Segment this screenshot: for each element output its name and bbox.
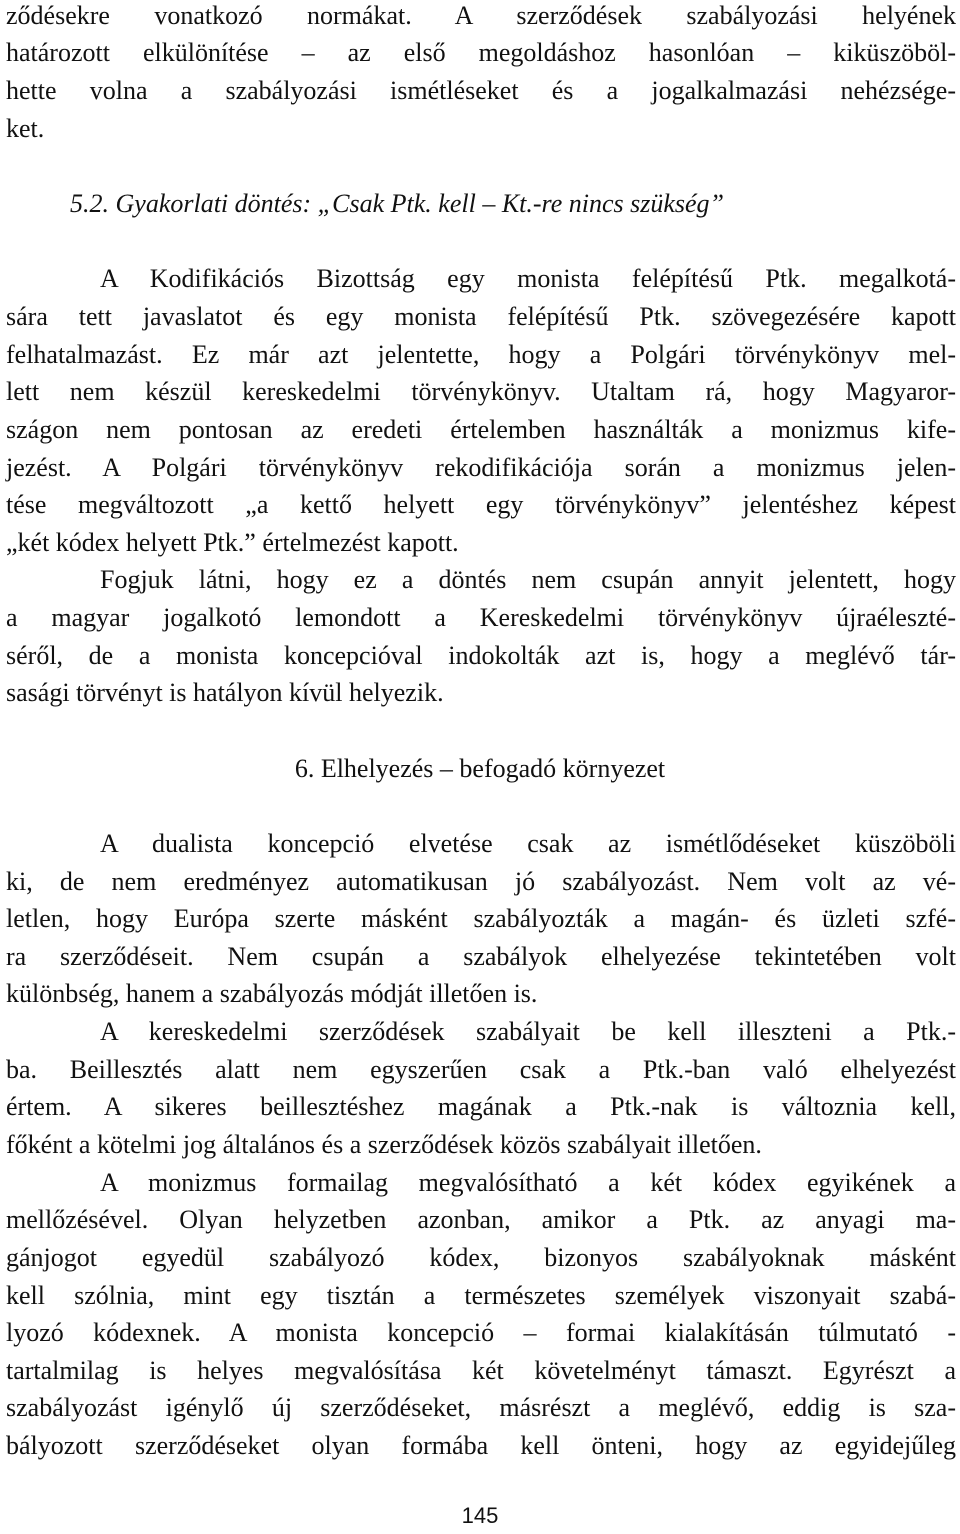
paragraph-first-line: A kereskedelmi szerződések szabályait be kell illeszteni a Ptk.- — [100, 1017, 956, 1046]
body-text-line: határozott elkülönítése – az első megoldáshoz hasonlóan – kiküszöböl- — [6, 38, 956, 67]
body-text-line: ket. — [6, 114, 45, 143]
body-text-line: különbség, hanem a szabályozás módját illetően is. — [6, 979, 538, 1008]
paragraph-first-line: A Kodifikációs Bizottság egy monista felépítésű Ptk. megalkotá- — [100, 264, 956, 293]
body-text-line: sára tett javaslatot és egy monista felépítésű Ptk. szövegezésére kapott — [6, 302, 956, 331]
page-number: 145 — [461, 1503, 499, 1528]
body-text-line: lett nem készül kereskedelmi törvénykönyv. Utaltam rá, hogy Magyaror- — [6, 377, 956, 406]
body-text-line: bályozott szerződéseket olyan formába kell önteni, hogy az egyidejűleg — [6, 1431, 956, 1460]
paragraph-first-line: A dualista koncepció elvetése csak az ismétlődéseket küszöböli — [100, 829, 956, 858]
section-heading-6: 6. Elhelyezés – befogadó környezet — [294, 754, 666, 783]
body-text-line: tése megváltozott „a kettő helyett egy törvénykönyv” jelentéshez képest — [6, 490, 956, 519]
body-text-line: felhatalmazást. Ez már azt jelentette, hogy a Polgári törvénykönyv mel- — [6, 340, 956, 369]
body-text-line: sasági törvényt is hatályon kívül helyezik. — [6, 678, 444, 707]
body-text-line: a magyar jogalkotó lemondott a Kereskedelmi törvénykönyv újraéleszté- — [6, 603, 956, 632]
body-text-line: gánjogot egyedül szabályozó kódex, bizonyos szabályoknak másként — [6, 1243, 956, 1272]
paragraph-first-line: A monizmus formailag megvalósítható a két kódex egyikének a — [100, 1168, 956, 1197]
body-text-line: mellőzésével. Olyan helyzetben azonban, amikor a Ptk. az anyagi ma- — [6, 1205, 956, 1234]
section-heading-5-2: 5.2. Gyakorlati döntés: „Csak Ptk. kell – Kt.-re nincs szükség” — [70, 189, 725, 218]
body-text-line: ződésekre vonatkozó normákat. A szerződések szabályozási helyének — [6, 1, 956, 30]
body-text-line: ba. Beillesztés alatt nem egyszerűen csak a Ptk.-ban való elhelyezést — [6, 1055, 956, 1084]
body-text-line: szabályozást igénylő új szerződéseket, másrészt a meglévő, eddig is sza- — [6, 1393, 956, 1422]
body-text-line: jezést. A Polgári törvénykönyv rekodifikációja során a monizmus jelen- — [6, 453, 956, 482]
body-text-line: lyozó kódexnek. A monista koncepció – formai kialakításán túlmutató - — [6, 1318, 956, 1347]
paragraph-first-line: Fogjuk látni, hogy ez a döntés nem csupán annyit jelentett, hogy — [100, 565, 956, 594]
body-text-line: ra szerződéseit. Nem csupán a szabályok elhelyezése tekintetében volt — [6, 942, 956, 971]
body-text-line: értem. A sikeres beillesztéshez magának a Ptk.-nak is változnia kell, — [6, 1092, 956, 1121]
body-text-line: tartalmilag is helyes megvalósítása két követelményt támaszt. Egyrészt a — [6, 1356, 956, 1385]
body-text-line: ki, de nem eredményez automatikusan jó szabályozást. Nem volt az vé- — [6, 867, 956, 896]
body-text-line: séről, de a monista koncepcióval indokolták azt is, hogy a meglévő tár- — [6, 641, 956, 670]
body-text-line: letlen, hogy Európa szerte másként szabályozták a magán- és üzleti szfé- — [6, 904, 956, 933]
body-text-line: szágon nem pontosan az eredeti értelemben használták a monizmus kife- — [6, 415, 956, 444]
body-text-line: „két kódex helyett Ptk.” értelmezést kapott. — [6, 528, 459, 557]
body-text-line: hette volna a szabályozási ismétléseket és a jogalkalmazási nehézsége- — [6, 76, 956, 105]
body-text-line: főként a kötelmi jog általános és a szerződések közös szabályait illetően. — [6, 1130, 762, 1159]
body-text-line: kell szólnia, mint egy tisztán a természetes személyek viszonyait szabá- — [6, 1281, 956, 1310]
